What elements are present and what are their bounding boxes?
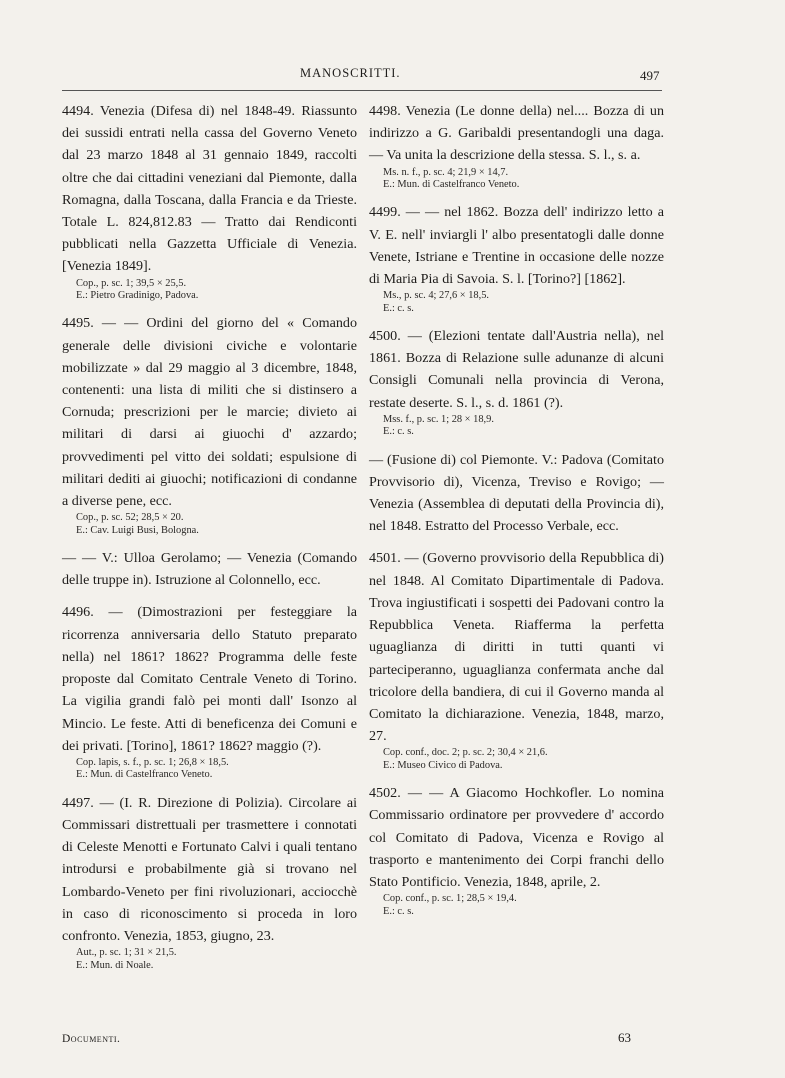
entry-copy-info: Cop. conf., p. sc. 1; 28,5 × 19,4. — [383, 893, 517, 905]
entry-exhibitor: E.: Mun. di Castelfranco Veneto. — [383, 179, 520, 191]
entry-copy-info: Aut., p. sc. 1; 31 × 21,5. — [76, 947, 177, 959]
entry-text: 4501. — (Governo provvisorio della Repubblica di) nel 1848. Al Comitato Dipartimentale di Padova. Trova ingiustificati i sospetti dei Padovani contro la Repubblica Veneta. Riafferma la perfetta uguaglianza di diritti in tutti quanti vi parteciperanno, uguaglianza confermata anche dal tricolore della bandiera, di cui il Governo manda al Comitato la dichiarazione. Venezia, 1848, marzo, 27. — [369, 550, 664, 745]
entry-4500 — [369, 325, 664, 439]
left-column — [62, 100, 357, 972]
entry-cross-reference — [369, 449, 664, 538]
running-header-title: MANOSCRITTI. — [300, 66, 401, 80]
entry-text: 4498. Venezia (Le donne della) nel.... Bozza di un indirizzo a G. Garibaldi presentandogli una daga. — Va unita la descrizione della stessa. S. l., s. a. — [369, 103, 664, 164]
entry-text: 4496. — (Dimostrazioni per festeggiare la ricorrenza anniversaria dello Statuto preparato nella) nel 1861? 1862? Programma delle feste proposte dal Comitato Centrale Veneto di Torino. La vigilia grandi falò pei monti dall' Isonzo al Mincio. Le feste. Atti di beneficenza dei Comuni e dei privati. [Torino], 1861? 1862? maggio (?). — [62, 604, 357, 754]
entry-exhibitor: E.: Museo Civico di Padova. — [383, 759, 503, 771]
entry-exhibitor: E.: Cav. Luigi Busi, Bologna. — [76, 524, 199, 536]
entry-text: 4495. — — Ordini del giorno del « Comando generale delle divisioni civiche e volontarie mobilizzate » dal 29 maggio al 3 dicembre, 1848, contenenti: una lista di militi che si distinsero a Cornuda; prescrizioni per le marcie; divieto ai militari di darsi ai giuochi d' azzardo; provvedimenti pel vitto dei soldati; espulsione di militari dediti ai giuochi; notificazioni di condanne a diverse pene, ecc. — [62, 315, 357, 510]
entry-4496 — [62, 601, 357, 781]
entry-exhibitor: E.: Mun. di Castelfranco Veneto. — [76, 769, 213, 781]
page-number: 497 — [640, 68, 660, 83]
entry-copy-info: Mss. f., p. sc. 1; 28 × 18,9. — [383, 413, 494, 425]
entry-exhibitor: E.: c. s. — [383, 905, 414, 917]
entry-copy-info: Cop. lapis, s. f., p. sc. 1; 26,8 × 18,5. — [76, 756, 229, 768]
header-rule — [62, 90, 662, 91]
entry-exhibitor: E.: c. s. — [383, 426, 414, 438]
entry-4501 — [369, 547, 664, 772]
signature-mark: Documenti. — [62, 1033, 121, 1045]
sheet-number: 63 — [618, 1030, 631, 1045]
entry-4494 — [62, 100, 357, 302]
entry-cross-reference — [62, 547, 357, 591]
right-column — [369, 100, 664, 918]
entry-text: 4494. Venezia (Difesa di) nel 1848-49. Riassunto dei sussidi entrati nella cassa del Governo Veneto dal 23 marzo 1848 al 31 gennaio 1849, raccolti oltre che dai cittadini veneziani dal Piemonte, dalla Romagna, dalla Toscana, dalla Francia e da Trieste. Totale L. 824,812.83 — Tratto dai Rendiconti pubblicati nella Gazzetta Ufficiale di Venezia. [Venezia 1849]. — [62, 103, 357, 275]
entry-4502 — [369, 782, 664, 918]
entry-4495 — [62, 312, 357, 537]
entry-text: 4497. — (I. R. Direzione di Polizia). Circolare ai Commissari distrettuali per trasmettere i connotati di Celeste Menotti e Fortunato Calvi i quali tentano introdursi e probabilmente già si trovano nel Lombardo-Veneto per fini rivoluzionari, acciocchè in caso di riconoscimento si proceda in loro confronto. Venezia, 1853, giugno, 23. — [62, 794, 357, 944]
entry-copy-info: Cop., p. sc. 1; 39,5 × 25,5. — [76, 277, 187, 289]
entry-text: 4502. — — A Giacomo Hochkofler. Lo nomina Commissario ordinatore per provvedere d' accordo col Comitato di Padova, Vicenza e Rovigo al trasporto e mantenimento dei Corpi franchi dello Stato Pontificio. Venezia, 1848, aprile, 2. — [369, 785, 664, 890]
entry-text: — (Fusione di) col Piemonte. V.: Padova (Comitato Provvisorio di), Vicenza, Treviso e Rovigo; — Venezia (Assemblea di deputati della Provincia di), nel 1848. Estratto del Processo Verbale, ecc. — [369, 451, 664, 535]
entry-text: — — V.: Ulloa Gerolamo; — Venezia (Comando delle truppe in). Istruzione al Colonnello, ecc. — [62, 550, 357, 589]
entry-copy-info: Cop. conf., doc. 2; p. sc. 2; 30,4 × 21,6. — [383, 747, 548, 759]
entry-4497 — [62, 792, 357, 972]
entry-exhibitor: E.: c. s. — [383, 302, 414, 314]
entry-text: 4500. — (Elezioni tentate dall'Austria nella), nel 1861. Bozza di Relazione sulle adunanze di alcuni Consigli Comunali nella provincia di Verona, restate deserte. S. l., s. d. 1861 (?). — [369, 328, 664, 411]
entry-exhibitor: E.: Mun. di Noale. — [76, 959, 154, 971]
entry-copy-info: Ms., p. sc. 4; 27,6 × 18,5. — [383, 290, 490, 302]
entry-4498 — [369, 100, 664, 191]
entry-4499 — [369, 201, 664, 315]
entry-exhibitor: E.: Pietro Gradinigo, Padova. — [76, 290, 199, 302]
entry-copy-info: Ms. n. f., p. sc. 4; 21,9 × 14,7. — [383, 166, 509, 178]
entry-copy-info: Cop., p. sc. 52; 28,5 × 20. — [76, 512, 184, 524]
entry-text: 4499. — — nel 1862. Bozza dell' indirizzo letto a V. E. nell' inviargli l' albo presentatogli dalle donne Venete, Istriane e Trentine in occasione delle nozze di Maria Pia di Savoia. S. l. [Torino?] [1862]. — [369, 204, 664, 288]
